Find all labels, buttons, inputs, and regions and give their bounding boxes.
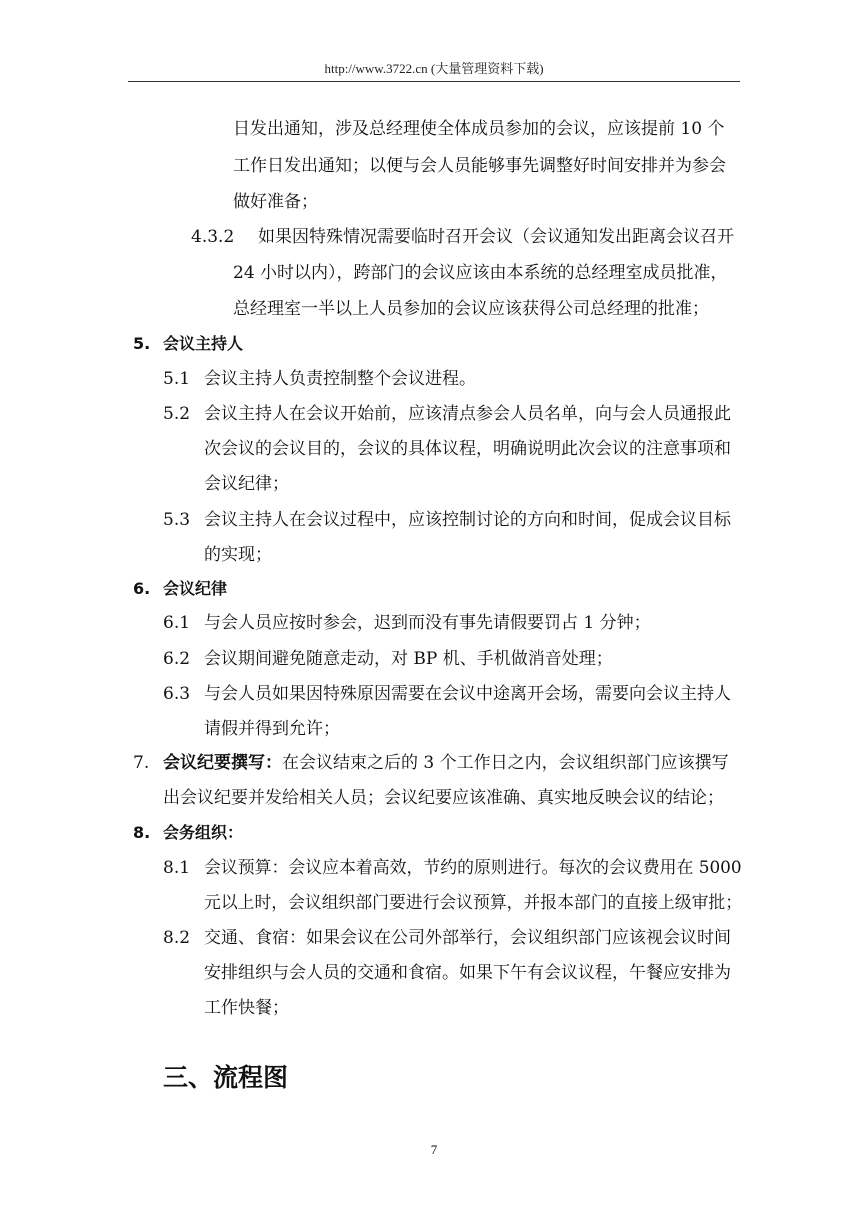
section-6-title: 会议纪律: [163, 579, 228, 598]
item-number-8-2: 8.2: [163, 928, 191, 948]
section-8-number: 8.: [133, 823, 151, 842]
page-number: 7: [430, 1142, 438, 1157]
para-line: 工作快餐；: [204, 998, 289, 1018]
para-line: 会议期间避免随意走动，对 BP 机、手机做消音处理；: [204, 649, 613, 669]
section-5-number: 5.: [133, 334, 151, 353]
para-line: 会议预算：会议应本着高效，节约的原则进行。每次的会议费用在 5000: [204, 858, 742, 878]
section-7-line: [163, 752, 729, 774]
para-line: 24 小时以内），跨部门的会议应该由本系统的总经理室成员批准，: [233, 263, 728, 283]
para-line: 的实现；: [204, 545, 272, 565]
para-line: 请假并得到允许；: [204, 719, 340, 739]
para-line: 交通、食宿：如果会议在公司外部举行，会议组织部门应该视会议时间: [204, 928, 731, 948]
section-5-title: 会议主持人: [163, 334, 244, 353]
para-line: 与会人员如果因特殊原因需要在会议中途离开会场，需要向会议主持人: [204, 684, 731, 704]
para-line: 安排组织与会人员的交通和食宿。如果下午有会议议程，午餐应安排为: [204, 963, 731, 983]
section-8-title: 会务组织：: [163, 823, 244, 842]
para-line: 日发出通知，涉及总经理使全体成员参加的会议，应该提前 10 个: [233, 119, 725, 139]
para-line: 元以上时，会议组织部门要进行会议预算，并报本部门的直接上级审批；: [204, 893, 743, 913]
para-line: 出会议纪要并发给相关人员；会议纪要应该准确、真实地反映会议的结论；: [163, 788, 724, 808]
item-number-6-1: 6.1: [163, 613, 191, 633]
item-number-6-3: 6.3: [163, 684, 191, 704]
section-7-number: 7.: [133, 753, 150, 773]
header-rule: [128, 81, 740, 82]
para-line: 次会议的会议目的，会议的具体议程，明确说明此次会议的注意事项和: [204, 439, 731, 459]
item-number-5-1: 5.1: [163, 369, 191, 389]
para-line: 会议主持人负责控制整个会议进程。: [204, 369, 476, 389]
item-number-6-2: 6.2: [163, 649, 191, 669]
para-line: 与会人员应按时参会，迟到而没有事先请假要罚占 1 分钟；: [204, 613, 651, 633]
para-line: 会议主持人在会议开始前，应该清点参会人员名单，向与会人员通报此: [204, 404, 731, 424]
page-header: http://www.3722.cn (大量管理资料下载): [324, 61, 544, 76]
section-7-text: 在会议结束之后的 3 个工作日之内，会议组织部门应该撰写: [282, 753, 729, 773]
para-line: 做好准备；: [233, 192, 318, 212]
section-6-number: 6.: [133, 579, 151, 598]
section-7-title: 会议纪要撰写：: [163, 753, 282, 773]
para-line: 如果因特殊情况需要临时召开会议（会议通知发出距离会议召开: [258, 227, 734, 247]
section-3-heading: 三、流程图: [163, 1063, 289, 1092]
item-number-5-3: 5.3: [163, 510, 191, 530]
item-number-4-3-2: 4.3.2: [191, 227, 235, 247]
para-line: 会议主持人在会议过程中，应该控制讨论的方向和时间，促成会议目标: [204, 510, 731, 530]
para-line: 会议纪律；: [204, 474, 289, 494]
item-number-5-2: 5.2: [163, 404, 191, 424]
para-line: 工作日发出通知；以便与会人员能够事先调整好时间安排并为参会: [233, 156, 726, 176]
item-number-8-1: 8.1: [163, 858, 191, 878]
para-line: 总经理室一半以上人员参加的会议应该获得公司总经理的批准；: [233, 299, 709, 319]
